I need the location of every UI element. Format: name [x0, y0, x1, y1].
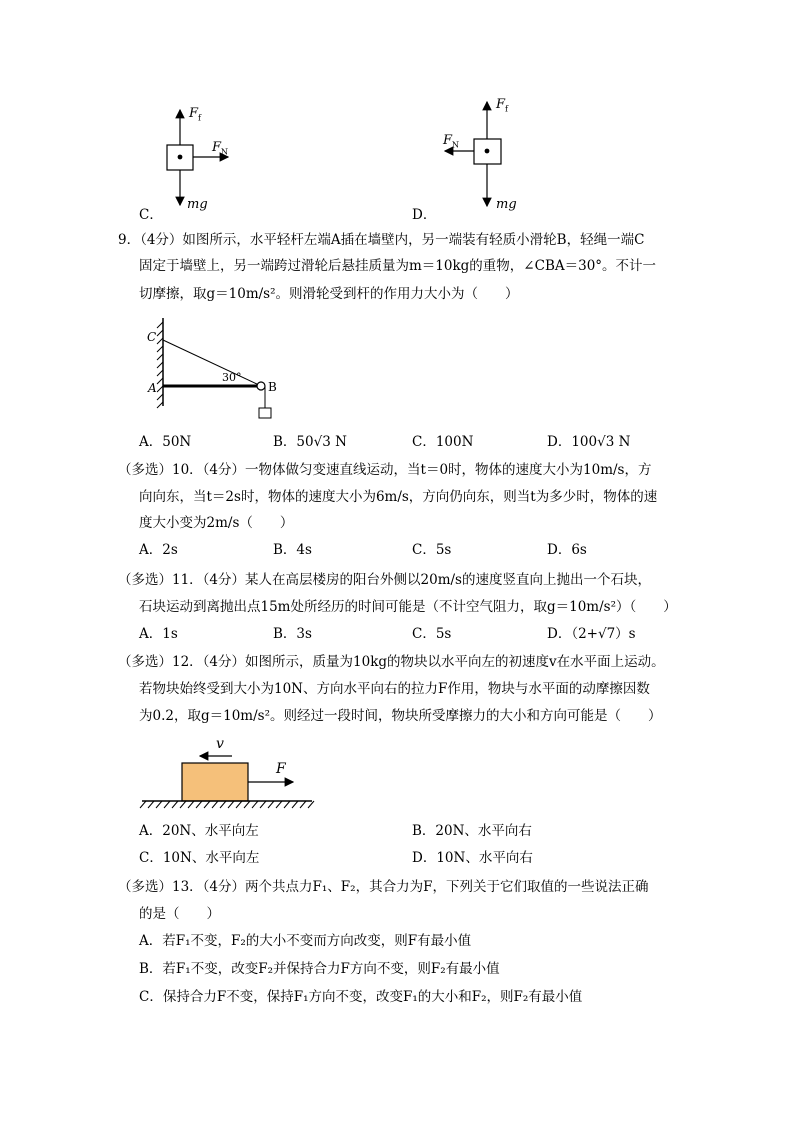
question-12-option-b[interactable]: B．20N、水平向右	[412, 823, 532, 839]
question-9-line-1: 9．（4分）如图所示，水平轻杆左端A插在墙壁内，另一端装有轻质小滑轮B，轻绳一端C	[118, 232, 645, 248]
question-10-line-3: 度大小变为2m/s（ ）	[139, 515, 294, 531]
point-c-label: C	[147, 330, 157, 344]
option-c-label: C．	[139, 207, 163, 223]
normal-subscript: N	[452, 140, 460, 150]
friction-subscript: f	[198, 113, 201, 123]
option-d-label: D．	[412, 207, 437, 223]
question-12-option-d[interactable]: D．10N、水平向右	[412, 850, 533, 866]
question-10-option-b[interactable]: B．4s	[273, 542, 312, 558]
block	[182, 763, 248, 801]
question-12-line-2: 若物块始终受到大小为10N、方向水平向右的拉力F作用，物块与水平面的动摩擦因数	[139, 681, 650, 697]
question-9-option-a[interactable]: A．50N	[139, 434, 192, 450]
question-11-option-c[interactable]: C．5s	[412, 626, 452, 642]
question-9-option-c[interactable]: C．100N	[412, 434, 474, 450]
question-11-option-a[interactable]: A．1s	[139, 626, 178, 642]
question-10-option-d[interactable]: D．6s	[547, 542, 587, 558]
question-10-line-1: （多选）10．（4分）一物体做匀变速直线运动，当t＝0时，物体的速度大小为10m/s，方	[118, 462, 652, 478]
velocity-label: v	[216, 736, 224, 752]
question-12-option-c[interactable]: C．10N、水平向左	[139, 850, 260, 866]
question-11-option-b[interactable]: B．3s	[273, 626, 312, 642]
question-11-line-1: （多选）11．（4分）某人在高层楼房的阳台外侧以20m/s的速度竖直向上抛出一个石块，	[118, 572, 651, 588]
question-10-option-a[interactable]: A．2s	[139, 542, 178, 558]
question-13-option-c[interactable]: C．保持合力F不变，保持F₁方向不变，改变F₁的大小和F₂，则F₂有最小值	[139, 989, 583, 1005]
gravity-label: mg	[187, 197, 208, 212]
question-12-line-1: （多选）12．（4分）如图所示，质量为10kg的物块以水平向左的初速度v在水平面上运动。	[118, 654, 665, 670]
force-label: F	[276, 761, 286, 777]
question-12-line-3: 为0.2，取g＝10m/s²。则经过一段时间，物块所受摩擦力的大小和方向可能是（ ）	[139, 708, 662, 724]
question-13-line-1: （多选）13．（4分）两个共点力F₁、F₂，其合力为F，下列关于它们取值的一些说法正确	[118, 879, 649, 895]
question-13-option-a[interactable]: A．若F₁不变，F₂的大小不变而方向改变，则F有最小值	[139, 933, 472, 949]
question-9-option-b[interactable]: B．50√3 N	[273, 434, 347, 450]
question-9-option-d[interactable]: D．100√3 N	[547, 434, 631, 450]
gravity-label: mg	[496, 197, 517, 212]
friction-subscript: f	[505, 104, 508, 114]
question-13-option-b[interactable]: B．若F₁不变，改变F₂并保持合力F方向不变，则F₂有最小值	[139, 961, 500, 977]
point-a-label: A	[148, 381, 157, 395]
question-11-line-2: 石块运动到离抛出点15m处所经历的时间可能是（不计空气阻力，取g＝10m/s²）（ ）	[139, 599, 677, 615]
question-9-line-2: 固定于墙壁上，另一端跨过滑轮后悬挂质量为m＝10kg的重物，∠CBA＝30°。不计一	[139, 258, 657, 274]
normal-force-label: F	[443, 133, 453, 148]
angle-label: 30°	[222, 371, 242, 384]
question-10-option-c[interactable]: C．5s	[412, 542, 452, 558]
question-13-line-2: 的是（ ）	[139, 906, 220, 922]
question-9-line-3: 切摩擦，取g＝10m/s²。则滑轮受到杆的作用力大小为（ ）	[139, 286, 519, 302]
point-b-label: B	[268, 380, 277, 394]
question-11-option-d[interactable]: D．（2+√7）s	[547, 626, 636, 642]
question-10-line-2: 向向东，当t＝2s时，物体的速度大小为6m/s，方向仍向东，则当t为多少时，物体的速	[139, 489, 658, 505]
question-12-option-a[interactable]: A．20N、水平向左	[139, 823, 259, 839]
friction-force-label: F	[496, 97, 506, 112]
normal-force-label: F	[212, 140, 222, 155]
normal-subscript: N	[221, 147, 229, 157]
friction-force-label: F	[189, 106, 199, 121]
